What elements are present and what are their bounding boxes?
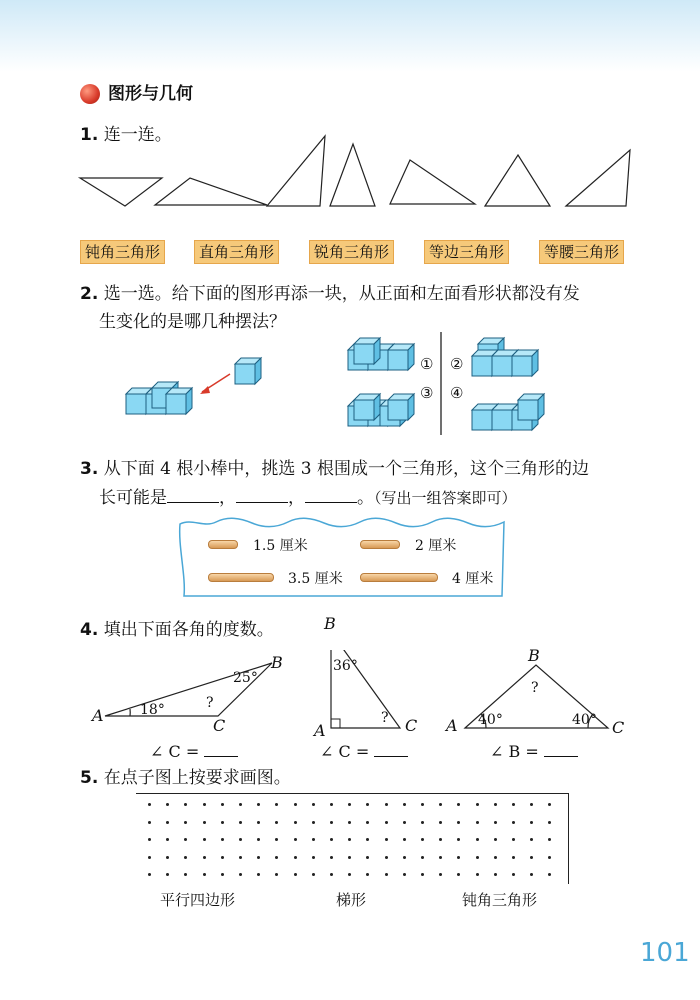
grid-dot	[421, 803, 424, 806]
grid-dot	[366, 856, 369, 859]
stick-1	[208, 540, 238, 549]
tri2-answer	[320, 738, 408, 761]
grid-dot	[348, 873, 351, 876]
grid-dot	[330, 856, 333, 859]
grid-dot	[403, 838, 406, 841]
grid-dot	[494, 873, 497, 876]
grid-dot	[385, 873, 388, 876]
grid-dot	[512, 803, 515, 806]
grid-dot	[148, 873, 151, 876]
q5-dot-grid[interactable]	[136, 793, 568, 883]
triangle-1	[80, 178, 162, 206]
triangle-7	[566, 150, 630, 206]
tri1-answer-blank[interactable]	[204, 738, 238, 757]
grid-dot	[548, 873, 551, 876]
q2-options	[340, 330, 550, 440]
grid-dot	[348, 856, 351, 859]
grid-dot	[239, 873, 242, 876]
option-1-cubes	[348, 338, 414, 370]
grid-dot	[275, 856, 278, 859]
stick-2-label: 2 厘米	[415, 538, 457, 554]
tri1-answer	[150, 738, 238, 761]
grid-dot	[548, 803, 551, 806]
option-3-label[interactable]: ③	[420, 384, 434, 402]
grid-dot	[457, 838, 460, 841]
grid-dot	[494, 821, 497, 824]
grid-dot	[457, 873, 460, 876]
header-band	[0, 0, 700, 72]
grid-dot	[512, 838, 515, 841]
tri3-answer-blank[interactable]	[544, 738, 578, 757]
triangle-6	[485, 155, 550, 206]
grid-dot	[403, 873, 406, 876]
q5-text: 在点子图上按要求画图。	[103, 768, 291, 788]
grid-dot	[348, 803, 351, 806]
grid-dot	[330, 821, 333, 824]
grid-dot	[275, 803, 278, 806]
stick-3	[208, 573, 274, 582]
grid-dot	[221, 821, 224, 824]
option-2-label[interactable]: ②	[450, 355, 464, 373]
option-3-cubes	[348, 394, 414, 426]
grid-dot	[439, 856, 442, 859]
grid-dot	[203, 803, 206, 806]
grid-dot	[203, 873, 206, 876]
grid-dot	[239, 803, 242, 806]
q2-text-1: 选一选。给下面的图形再添一块，从正面和左面看形状都没有发	[103, 284, 580, 304]
tri2-vertex-c: C	[405, 716, 418, 735]
grid-dot	[166, 803, 169, 806]
option-1-label[interactable]: ①	[420, 355, 434, 373]
q5-label-trapezoid: 梯形	[336, 891, 367, 909]
grid-dot	[385, 821, 388, 824]
q3-line2	[99, 484, 517, 511]
q1-label-3[interactable]: 锐角三角形	[309, 240, 394, 264]
grid-dot	[203, 821, 206, 824]
grid-dot	[203, 856, 206, 859]
grid-dot	[548, 821, 551, 824]
grid-dot	[403, 821, 406, 824]
grid-dot	[439, 803, 442, 806]
grid-dot	[221, 873, 224, 876]
tri3-angle-a: 40°	[478, 712, 503, 728]
grid-dot	[348, 821, 351, 824]
q3-sep-2: ，	[288, 488, 305, 508]
grid-dot	[148, 856, 151, 859]
grid-dot	[184, 856, 187, 859]
grid-dot	[294, 803, 297, 806]
tri2-vertex-b: B	[324, 614, 336, 633]
q5-prompt	[80, 765, 291, 791]
grid-dot	[348, 838, 351, 841]
triangle-4	[330, 144, 375, 206]
grid-dot	[366, 873, 369, 876]
tri3-vertex-c: C	[612, 718, 625, 737]
grid-dot	[421, 873, 424, 876]
option-2-cubes	[472, 338, 538, 376]
tri3-vertex-b: B	[528, 646, 540, 665]
q3-text-2: 长可能是	[99, 488, 167, 508]
stick-4	[360, 573, 438, 582]
page-number: 101	[640, 938, 690, 968]
grid-dot	[476, 873, 479, 876]
q3-end: 。	[357, 488, 374, 508]
grid-dot	[275, 821, 278, 824]
grid-dot	[312, 821, 315, 824]
grid-dot	[184, 821, 187, 824]
tri3-answer-label: ∠ B =	[490, 742, 539, 761]
q1-label-2[interactable]: 直角三角形	[194, 240, 279, 264]
grid-dot	[239, 856, 242, 859]
grid-dot	[421, 838, 424, 841]
grid-dot	[294, 821, 297, 824]
grid-dot	[221, 856, 224, 859]
stick-4-label: 4 厘米	[452, 571, 494, 587]
q4-triangles	[100, 650, 620, 740]
grid-dot	[530, 821, 533, 824]
grid-dot	[166, 856, 169, 859]
grid-dot	[476, 803, 479, 806]
grid-dot	[221, 803, 224, 806]
tri1-vertex-b: B	[271, 653, 283, 672]
q1-number: 1.	[80, 125, 99, 145]
grid-dot	[457, 856, 460, 859]
grid-dot	[203, 838, 206, 841]
grid-dot	[366, 838, 369, 841]
grid-dot	[403, 856, 406, 859]
tri3-vertex-a: A	[446, 716, 458, 735]
grid-dot	[330, 838, 333, 841]
grid-dot	[184, 873, 187, 876]
tri1-angle-b: 25°	[233, 670, 258, 686]
grid-dot	[530, 838, 533, 841]
grid-dot	[457, 803, 460, 806]
grid-dot	[312, 856, 315, 859]
grid-dot	[257, 821, 260, 824]
q5-label-parallelogram: 平行四边形	[160, 891, 236, 909]
q3-text-1: 从下面 4 根小棒中，挑选 3 根围成一个三角形，这个三角形的边	[103, 459, 589, 479]
grid-dot	[366, 803, 369, 806]
q1-label-4[interactable]: 等边三角形	[424, 240, 509, 264]
q3-hint: （写出一组答案即可）	[374, 489, 517, 507]
grid-dot	[275, 838, 278, 841]
grid-dot	[312, 803, 315, 806]
grid-dot	[257, 838, 260, 841]
q2-base-cubes	[120, 350, 280, 420]
grid-dot	[385, 803, 388, 806]
grid-dot	[421, 821, 424, 824]
grid-dot	[148, 838, 151, 841]
grid-dot	[530, 803, 533, 806]
stick-1-label: 1.5 厘米	[253, 538, 308, 554]
grid-dot	[166, 838, 169, 841]
grid-dot	[457, 821, 460, 824]
q2-line1	[80, 281, 580, 307]
tri3-angle-c: 40°	[572, 712, 597, 728]
grid-dot	[221, 838, 224, 841]
grid-dot	[476, 856, 479, 859]
grid-dot	[312, 873, 315, 876]
tri1-vertex-c: C	[213, 716, 226, 735]
tri1-angle-a: 18°	[140, 702, 165, 718]
option-4-label[interactable]: ④	[450, 384, 464, 402]
grid-dot	[421, 856, 424, 859]
q4-text: 填出下面各角的度数。	[103, 620, 274, 640]
grid-dot	[385, 856, 388, 859]
grid-dot	[294, 856, 297, 859]
grid-dot	[184, 838, 187, 841]
grid-dot	[184, 803, 187, 806]
tri2-vertex-a: A	[314, 721, 326, 740]
grid-dot	[385, 838, 388, 841]
q1-triangles	[70, 130, 650, 220]
q3-answer-blank-2[interactable]	[236, 484, 288, 503]
grid-dot	[494, 856, 497, 859]
grid-dot	[530, 856, 533, 859]
grid-dot	[166, 873, 169, 876]
grid-dot	[294, 873, 297, 876]
grid-dot	[239, 821, 242, 824]
grid-dot	[148, 821, 151, 824]
grid-dot	[476, 821, 479, 824]
q1-label-1[interactable]: 钝角三角形	[80, 240, 165, 264]
tri1-answer-label: ∠ C =	[150, 742, 200, 761]
grid-dot	[257, 856, 260, 859]
q5-label-obtuse-triangle: 钝角三角形	[462, 891, 538, 909]
grid-dot	[439, 838, 442, 841]
stick-2	[360, 540, 400, 549]
grid-dot	[494, 838, 497, 841]
grid-dot	[439, 821, 442, 824]
tri3-unknown: ?	[531, 680, 539, 696]
q3-answer-blank-1[interactable]	[167, 484, 219, 503]
option-4-cubes	[472, 394, 544, 430]
grid-dot	[512, 856, 515, 859]
q3-line1	[80, 456, 589, 482]
tri1-vertex-a: A	[92, 706, 104, 725]
grid-dot	[148, 803, 151, 806]
q3-sep-1: ，	[219, 488, 236, 508]
grid-dot	[330, 803, 333, 806]
q3-number: 3.	[80, 459, 99, 479]
grid-dot	[257, 873, 260, 876]
grid-dot	[548, 838, 551, 841]
tri1-unknown: ?	[206, 695, 214, 711]
section-bullet-icon	[80, 84, 100, 104]
q3-answer-blank-3[interactable]	[305, 484, 357, 503]
grid-dot	[548, 856, 551, 859]
q4-prompt	[80, 617, 274, 643]
grid-dot	[512, 821, 515, 824]
grid-dot	[366, 821, 369, 824]
tri2-unknown: ?	[381, 710, 389, 726]
grid-dot	[403, 803, 406, 806]
tri3-answer	[490, 738, 578, 761]
tri2-angle-b: 36°	[333, 658, 358, 674]
q1-text: 连一连。	[103, 125, 172, 145]
grid-dot	[239, 838, 242, 841]
grid-dot	[512, 873, 515, 876]
q4-number: 4.	[80, 620, 99, 640]
stick-3-label: 3.5 厘米	[288, 571, 343, 587]
section-title: 图形与几何	[108, 84, 193, 104]
q2-line2: 生变化的是哪几种摆法？	[99, 312, 286, 332]
grid-dot	[439, 873, 442, 876]
q1-label-5[interactable]: 等腰三角形	[539, 240, 624, 264]
grid-dot	[166, 821, 169, 824]
q2-number: 2.	[80, 284, 99, 304]
triangle-3	[267, 136, 325, 206]
grid-dot	[294, 838, 297, 841]
tri2-answer-blank[interactable]	[374, 738, 408, 757]
grid-dot	[330, 873, 333, 876]
tri2-answer-label: ∠ C =	[320, 742, 370, 761]
grid-dot	[476, 838, 479, 841]
grid-dot	[257, 803, 260, 806]
grid-dot	[494, 803, 497, 806]
triangle-2	[155, 178, 267, 205]
q5-number: 5.	[80, 768, 99, 788]
grid-dot	[530, 873, 533, 876]
triangle-5	[390, 160, 475, 204]
grid-dot	[275, 873, 278, 876]
grid-dot	[312, 838, 315, 841]
